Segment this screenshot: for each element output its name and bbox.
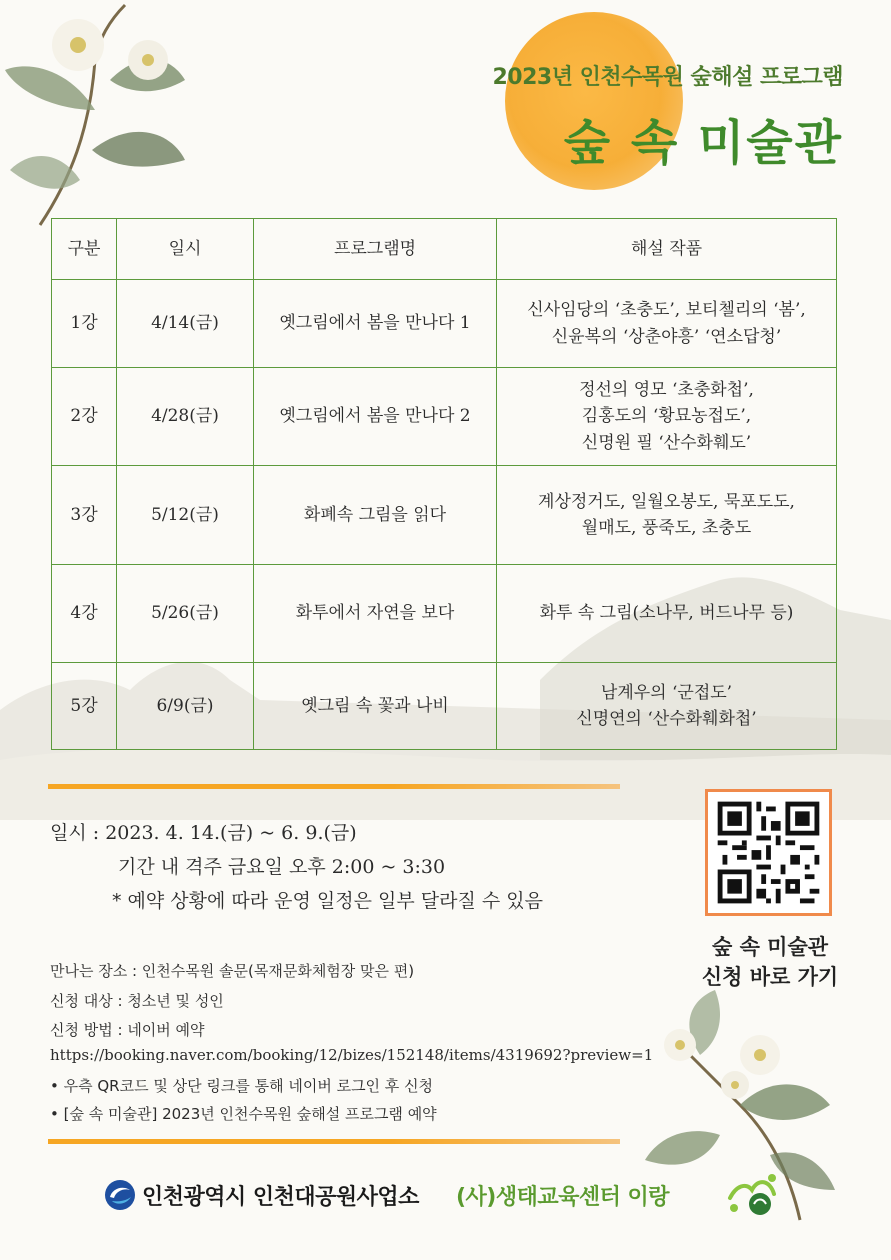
- incheon-logo-icon: [104, 1179, 136, 1211]
- info-bullet: • [숲 속 미술관] 2023년 인천수목원 숲해설 프로그램 예약: [50, 1105, 437, 1123]
- session-works: [497, 466, 837, 565]
- session-date: 4/28(금): [117, 368, 254, 466]
- session-name: 옛그림에서 봄을 만나다 2: [254, 368, 497, 466]
- session-date: 5/12(금): [117, 466, 254, 565]
- divider: [48, 784, 620, 789]
- column-header: 일시: [117, 219, 254, 280]
- column-header: 프로그램명: [254, 219, 497, 280]
- target-audience: 신청 대상 : 청소년 및 성인: [50, 992, 224, 1010]
- page-title: 숲 속 미술관: [563, 115, 843, 171]
- work-line: 김홍도의 ‘황묘농접도’,: [581, 406, 752, 427]
- qr-code-icon: [708, 792, 829, 913]
- table-row: [52, 368, 837, 466]
- booking-link[interactable]: https://booking.naver.com/booking/12/bizes/152148/items/4319692?preview=1: [50, 1046, 654, 1064]
- irang-logo-icon: [722, 1168, 782, 1220]
- qr-caption: [690, 932, 850, 992]
- qr-code[interactable]: [705, 789, 832, 916]
- session-number: 5강: [52, 663, 117, 750]
- session-works: [497, 280, 837, 368]
- work-line: 계상정거도, 일월오봉도, 묵포도도,: [538, 491, 795, 512]
- table-row: [52, 466, 837, 565]
- application-method: 신청 방법 : 네이버 예약: [50, 1021, 205, 1039]
- meeting-place: 만나는 장소 : 인천수목원 솔문(목재문화체험장 맞은 편): [50, 962, 415, 980]
- program-table: [51, 218, 837, 750]
- session-works: [497, 663, 837, 750]
- column-header: 구분: [52, 219, 117, 280]
- session-name: 옛그림 속 꽃과 나비: [254, 663, 497, 750]
- table-row: [52, 663, 837, 750]
- schedule-time: 기간 내 격주 금요일 오후 2:00 ~ 3:30: [118, 856, 446, 878]
- session-number: 1강: [52, 280, 117, 368]
- info-bullet: • 우측 QR코드 및 상단 링크를 통해 네이버 로그인 후 신청: [50, 1077, 434, 1095]
- session-name: 옛그림에서 봄을 만나다 1: [254, 280, 497, 368]
- work-line: 남계우의 ‘군접도’: [600, 682, 733, 703]
- session-name: 화폐속 그림을 읽다: [254, 466, 497, 565]
- session-number: 4강: [52, 565, 117, 663]
- qr-caption-line: 신청 바로 가기: [701, 965, 839, 989]
- session-date: 4/14(금): [117, 280, 254, 368]
- session-works: [497, 565, 837, 663]
- session-name: 화투에서 자연을 보다: [254, 565, 497, 663]
- flower-branch-decoration: [0, 0, 190, 240]
- schedule-dates: 일시 : 2023. 4. 14.(금) ~ 6. 9.(금): [50, 822, 357, 844]
- work-line: 정선의 영모 ‘초충화첩’,: [579, 379, 754, 400]
- session-number: 3강: [52, 466, 117, 565]
- partner-name: (사)생태교육센터 이랑: [456, 1185, 670, 1210]
- divider: [48, 1139, 620, 1144]
- schedule-note: * 예약 상황에 따라 운영 일정은 일부 달라질 수 있음: [112, 890, 543, 912]
- organizer-name: 인천광역시 인천대공원사업소: [142, 1185, 419, 1210]
- session-number: 2강: [52, 368, 117, 466]
- session-date: 5/26(금): [117, 565, 254, 663]
- table-header-row: [52, 219, 837, 280]
- work-line: 신사임당의 ‘초충도’, 보티첼리의 ‘봄’,: [527, 300, 806, 321]
- work-line: 신명원 필 ‘산수화훼도’: [581, 432, 752, 453]
- session-date: 6/9(금): [117, 663, 254, 750]
- program-subtitle: 2023년 인천수목원 숲해설 프로그램: [492, 65, 843, 90]
- work-line: 화투 속 그림(소나무, 버드나무 등): [539, 603, 794, 624]
- column-header: 해설 작품: [497, 219, 837, 280]
- table-row: [52, 565, 837, 663]
- work-line: 신명연의 ‘산수화훼화첩’: [576, 709, 757, 729]
- work-line: 신윤복의 ‘상춘야흥’ ‘연소답청’: [551, 326, 782, 347]
- session-works: [497, 368, 837, 466]
- table-row: [52, 280, 837, 368]
- work-line: 월매도, 풍죽도, 초충도: [581, 518, 752, 538]
- qr-caption-line: 숲 속 미술관: [711, 935, 829, 959]
